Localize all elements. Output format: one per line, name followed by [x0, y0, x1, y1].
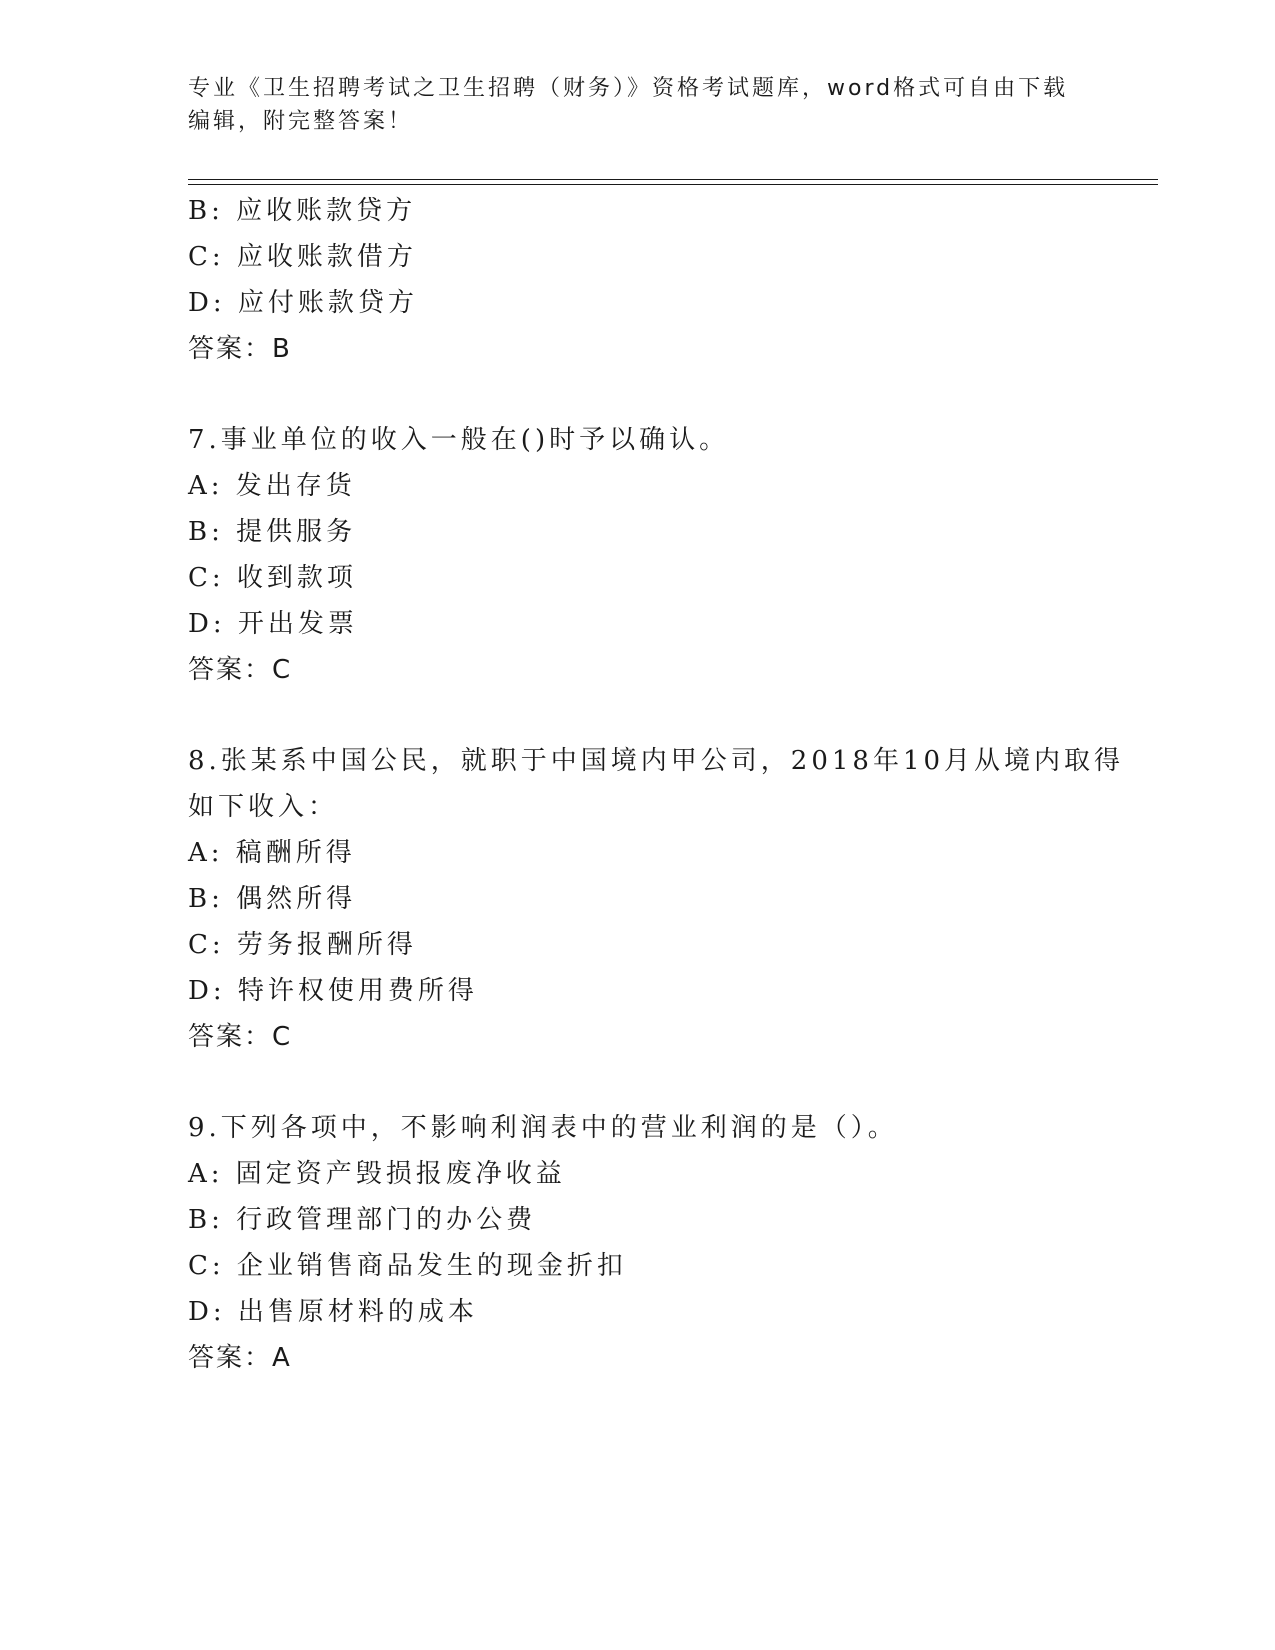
option-d: D: 开出发票	[188, 609, 358, 639]
document-header	[188, 72, 1088, 138]
question-9	[188, 1105, 1108, 1381]
option-a: A: 发出存货	[188, 471, 356, 501]
question-stem-line-1: 8.张某系中国公民，就职于中国境内甲公司，2018年10月从境内取得	[188, 746, 1125, 776]
option-c: C: 收到款项	[188, 563, 357, 593]
header-divider-top	[188, 179, 1158, 180]
option-a: A: 稿酬所得	[188, 838, 356, 868]
option-d: D: 特许权使用费所得	[188, 976, 478, 1006]
option-c: C: 企业销售商品发生的现金折扣	[188, 1251, 627, 1281]
option-b: B: 提供服务	[188, 517, 357, 547]
spacer	[188, 693, 1108, 738]
option-c: C: 应收账款借方	[188, 242, 417, 272]
question-stem-line-2: 如下收入：	[188, 792, 339, 822]
spacer	[188, 372, 1108, 417]
header-line-2: 编辑，附完整答案！	[188, 109, 414, 134]
answer: 答案：C	[188, 655, 293, 685]
option-d: D: 出售原材料的成本	[188, 1297, 478, 1327]
question-stem: 9.下列各项中，不影响利润表中的营业利润的是（）。	[188, 1113, 898, 1143]
question-8	[188, 738, 1125, 1060]
question-6-continuation	[188, 188, 1108, 372]
header-divider-bottom	[188, 184, 1158, 185]
option-b: B: 行政管理部门的办公费	[188, 1205, 537, 1235]
option-a: A: 固定资产毁损报废净收益	[188, 1159, 566, 1189]
option-c: C: 劳务报酬所得	[188, 930, 417, 960]
option-b: B: 应收账款贷方	[188, 196, 417, 226]
option-b: B: 偶然所得	[188, 884, 357, 914]
option-d: D: 应付账款贷方	[188, 288, 418, 318]
question-content	[188, 188, 1125, 1381]
question-7	[188, 417, 1108, 693]
spacer	[188, 1060, 1108, 1105]
answer: 答案：C	[188, 1022, 293, 1052]
answer: 答案：A	[188, 1343, 292, 1373]
header-line-1: 专业《卫生招聘考试之卫生招聘（财务）》资格考试题库，word格式可自由下载	[188, 76, 1069, 101]
question-stem: 7.事业单位的收入一般在()时予以确认。	[188, 425, 730, 455]
answer: 答案：B	[188, 334, 292, 364]
